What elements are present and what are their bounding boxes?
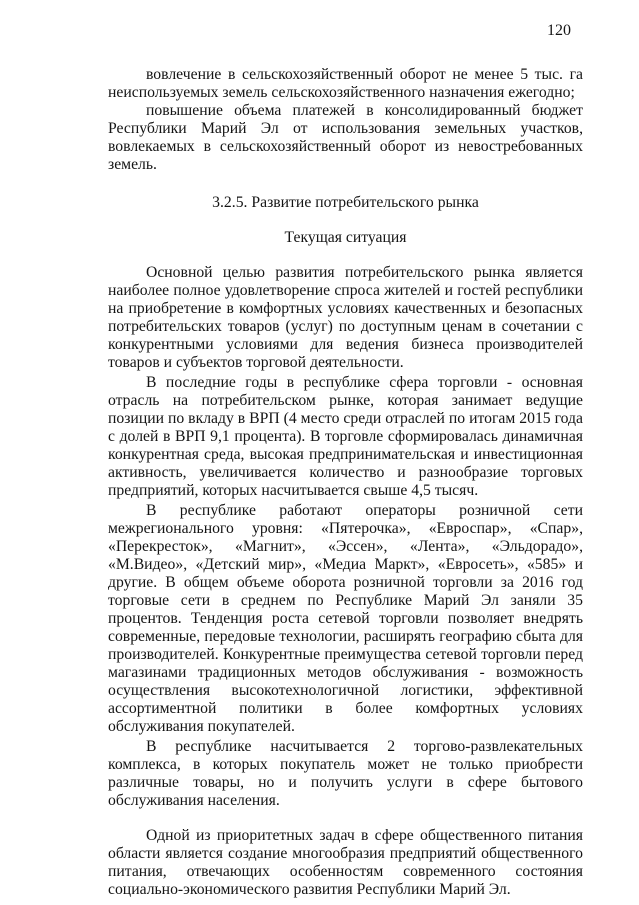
paragraph-goal: Основной целью развития потребительского рынка является наиболее полное удовлетворение спроса жителей и гостей республики на приобретение в комфортных условиях качественных и безопасных потребительских товаров (услуг) по доступным ценам в сочетании с конкурентными условиями для ведения бизнеса производителей товаров и субъектов торговой деятельности. — [108, 264, 583, 371]
paragraph-shopping-centers: В республике насчитывается 2 торгово-развлекательных комплекса, в которых покупатель может не только приобрести различные товары, но и получить услуги в сфере бытового обслуживания населения. — [108, 738, 583, 809]
paragraph-budget-payments: повышение объема платежей в консолидированный бюджет Республики Марий Эл от использования земельных участков, вовлекаемых в сельскохозяйственный оборот из невостребованных земель. — [108, 102, 583, 173]
paragraph-trade-sector: В последние годы в республике сфера торговли - основная отрасль на потребительском рынке, которая занимает ведущие позиции по вкладу в ВРП (4 место среди отраслей по итогам 2015 года с долей в ВРП 9,1 процента). В торговле сформировалась динамичная конкурентная среда, высокая предпринимательская и инвестиционная активность, увеличивается количество и разнообразие торговых предприятий, которых насчитывается свыше 4,5 тысяч. — [108, 374, 583, 499]
page-content — [108, 66, 583, 899]
paragraph-land-involvement: вовлечение в сельскохозяйственный оборот не менее 5 тыс. га неиспользуемых земель сельскохозяйственного назначения ежегодно; — [108, 66, 583, 101]
page-number: 120 — [547, 22, 571, 39]
section-title: 3.2.5. Развитие потребительского рынка — [212, 194, 479, 211]
paragraph-catering: Одной из приоритетных задач в сфере общественного питания области является создание многообразия предприятий общественного питания, отвечающих особенностям современного состояния социально-экономического развития Республики Марий Эл. — [108, 827, 583, 898]
paragraph-retail-operators: В республике работают операторы розничной сети межрегионального уровня: «Пятерочка», «Евроспар», «Спар», «Перекресток», «Магнит», «Эссен», «Лента», «Эльдорадо», «М.Видео», «Детский мир», «Медиа Маркт», «Евросеть», «585» и другие. В общем объеме оборота розничной торговли за 2016 год торговые сети в среднем по Республике Марий Эл заняли 35 процентов. Тенденция роста сетевой торговли позволяет внедрять современные, передовые технологии, расширять географию сбыта для производителей. Конкурентные преимущества сетевой торговли перед магазинами традиционных методов обслуживания - возможность осуществления высокотехнологичной логистики, эффективной ассортиментной политики в более комфортных условиях обслуживания покупателей. — [108, 502, 583, 735]
subsection-title: Текущая ситуация — [284, 229, 407, 246]
